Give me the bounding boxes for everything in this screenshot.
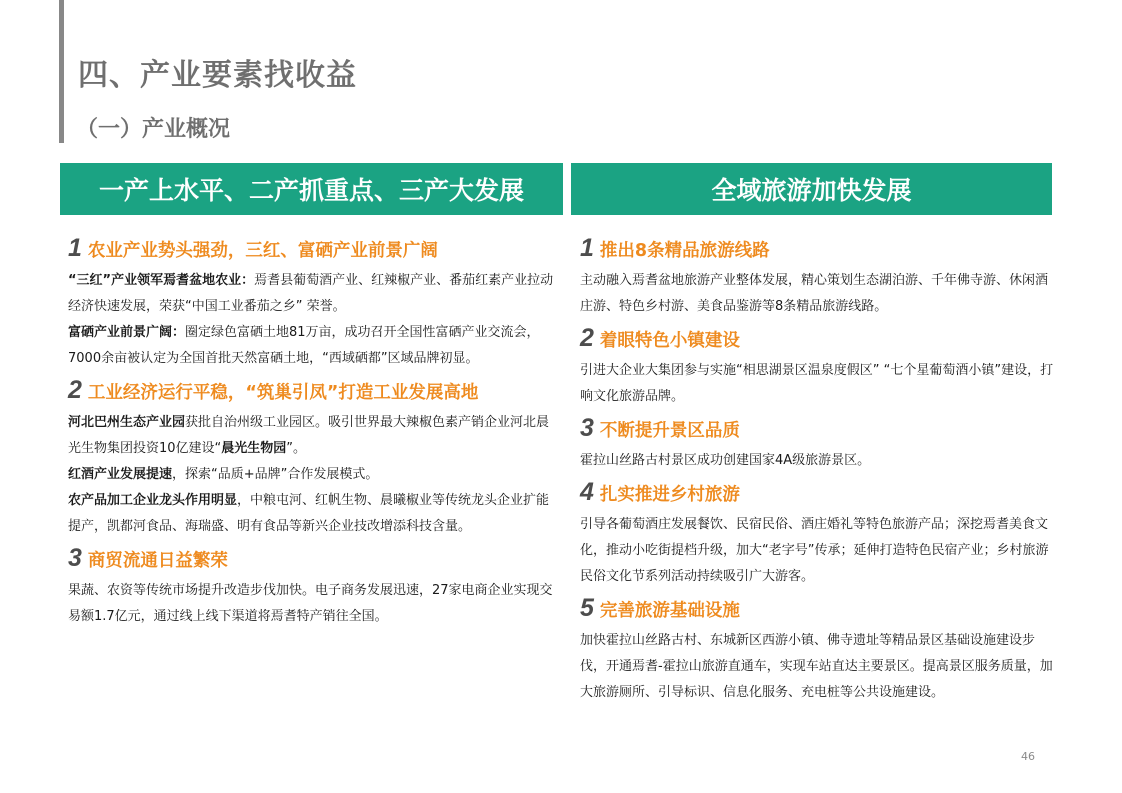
- section-title: 推出8条精品旅游线路: [599, 241, 770, 261]
- section-heading: [580, 594, 1060, 623]
- bold-text: 富硒产业前景广阔：: [68, 325, 186, 340]
- section-paragraph: [580, 628, 1060, 706]
- section-title: 完善旅游基础设施: [599, 601, 740, 621]
- section-number: 1: [580, 234, 594, 262]
- section-heading: [580, 414, 1060, 443]
- left-column: [68, 230, 554, 630]
- left-banner: 一产上水平、二产抓重点、三产大发展: [60, 163, 563, 215]
- section-number: 2: [68, 376, 82, 404]
- body-text: 引导各葡萄酒庄发展餐饮、民宿民俗、酒庄婚礼等特色旅游产品；深挖焉耆美食文化，推动小吃街提档升级，加大“老字号”传承；延伸打造特色民宿产业；乡村旅游民俗文化节系列活动持续吸引广大游客。: [580, 517, 1049, 584]
- right-column: [580, 230, 1060, 706]
- body-text: 加快霍拉山丝路古村、东城新区西游小镇、佛寺遗址等精品景区基础设施建设步伐，开通焉耆-霍拉山旅游直通车，实现车站直达主要景区。提高景区服务质量，加大旅游厕所、引导标识、信息化服务、充电桩等公共设施建设。: [580, 633, 1053, 700]
- section-title: 扎实推进乡村旅游: [599, 485, 740, 505]
- page-number: 46: [1021, 750, 1035, 763]
- body-text: 霍拉山丝路古村景区成功创建国家4A级旅游景区。: [580, 453, 871, 468]
- right-banner: 全域旅游加快发展: [571, 163, 1052, 215]
- body-text: ，中粮屯河、红帆生物、晨曦椒业等传统龙头企业扩能提产，凯都河食品、海瑞盛、明有食品等新兴企业技改增添科技含量。: [68, 493, 550, 534]
- section-paragraph: [580, 512, 1060, 590]
- body-text: ，探索“品质+品牌”合作发展模式。: [172, 467, 379, 482]
- section-title: 商贸流通日益繁荣: [87, 551, 228, 571]
- bold-text: 河北巴州生态产业园: [68, 415, 186, 430]
- section-title: 农业产业势头强劲，三红、富硒产业前景广阔: [87, 241, 438, 261]
- section-heading: [68, 376, 554, 405]
- section-number: 4: [580, 478, 594, 506]
- accent-bar: [59, 0, 64, 143]
- bold-text: “三红”产业领军焉耆盆地农业：: [68, 273, 255, 288]
- page-subtitle: （一）产业概况: [76, 117, 231, 142]
- section-heading: [580, 324, 1060, 353]
- body-text: 主动融入焉耆盆地旅游产业整体发展，精心策划生态湖泊游、千年佛寺游、休闲酒庄游、特色乡村游、美食品鉴游等8条精品旅游线路。: [580, 273, 1049, 314]
- body-text: ”。: [286, 441, 307, 456]
- section-paragraph: [580, 448, 1060, 474]
- section-title: 着眼特色小镇建设: [599, 331, 740, 351]
- section-heading: [580, 234, 1060, 263]
- section-paragraph: [68, 488, 554, 540]
- section-paragraph: [68, 410, 554, 462]
- bold-text: 晨光生物园: [221, 441, 287, 456]
- section-paragraph: [68, 462, 554, 488]
- section-paragraph: [580, 358, 1060, 410]
- body-text: 引进大企业大集团参与实施“相思湖景区温泉度假区” “七个星葡萄酒小镇”建设，打响文化旅游品牌。: [580, 363, 1054, 404]
- section-number: 5: [580, 594, 594, 622]
- body-text: 圈定绿色富硒土地81万亩，成功召开全国性富硒产业交流会，7000余亩被认定为全国首批天然富硒土地，“西域硒都”区域品牌初显。: [68, 325, 540, 366]
- page-title: 四、产业要素找收益: [78, 58, 357, 93]
- section-title: 不断提升景区品质: [599, 421, 740, 441]
- section-heading: [580, 478, 1060, 507]
- section-paragraph: [580, 268, 1060, 320]
- section-paragraph: [68, 268, 554, 320]
- body-text: 果蔬、农资等传统市场提升改造步伐加快。电子商务发展迅速，27家电商企业实现交易额1.7亿元，通过线上线下渠道将焉耆特产销往全国。: [68, 583, 553, 624]
- bold-text: 农产品加工企业龙头作用明显: [68, 493, 238, 508]
- body-text: 焉耆县葡萄酒产业、红辣椒产业、番茄红素产业拉动经济快速发展，荣获“中国工业番茄之乡” 荣誉。: [68, 273, 554, 314]
- section-heading: [68, 544, 554, 573]
- section-number: 1: [68, 234, 82, 262]
- section-number: 2: [580, 324, 594, 352]
- section-number: 3: [580, 414, 594, 442]
- section-heading: [68, 234, 554, 263]
- section-paragraph: [68, 578, 554, 630]
- section-number: 3: [68, 544, 82, 572]
- section-title: 工业经济运行平稳，“筑巢引凤”打造工业发展高地: [87, 383, 479, 403]
- section-paragraph: [68, 320, 554, 372]
- body-text: 获批自治州级工业园区。吸引世界最大辣椒色素产销企业河北晨光生物集团投资10亿建设“: [68, 415, 550, 456]
- bold-text: 红酒产业发展提速: [68, 467, 173, 482]
